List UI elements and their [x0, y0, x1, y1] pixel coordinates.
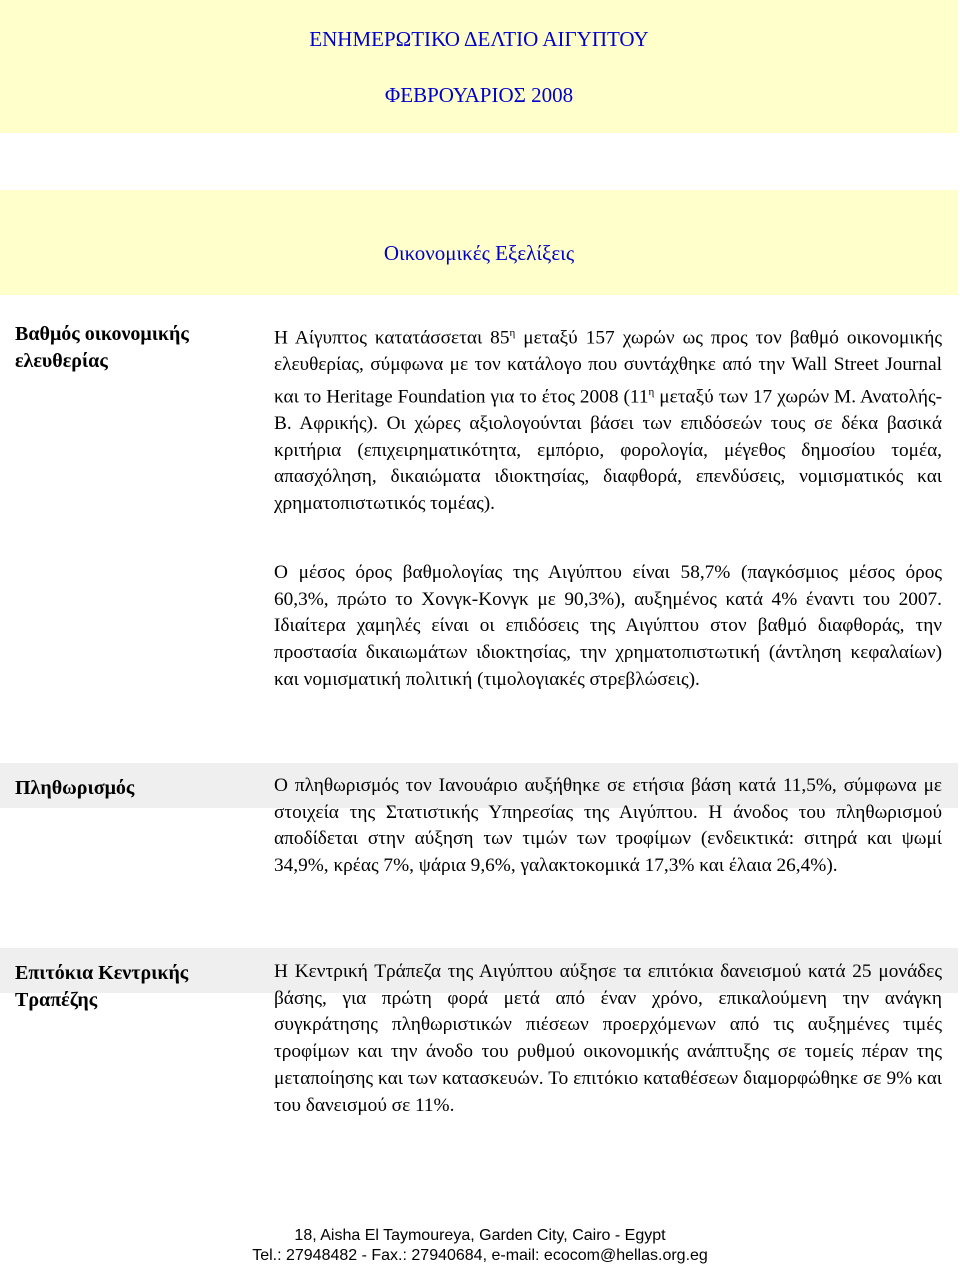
heading-central-bank-rates: Επιτόκια Κεντρικής Τραπέζης [15, 962, 189, 1011]
paragraph-economic-freedom-2: Ο μέσος όρος βαθμολογίας της Αιγύπτου είναι 58,7% (παγκόσμιος μέσος όρος 60,3%, πρώτο το Χονγκ-Κονγκ με 90,3%), αυξημένος κατά 4% έναντι του 2007. Ιδιαίτερα χαμηλές είναι οι επιδόσεις της Αιγύπτου στον βαθμό διαφθοράς, την προστασία δικαιωμάτων ιδιοκτησίας, την χρηματοπιστωτική (άντληση κεφαλαίων) και νομισματική πολιτική (τιμολογιακές στρεβλώσεις). [274, 562, 942, 690]
heading-inflation: Πληθωρισμός [15, 777, 135, 799]
footer-address: 18, Aisha El Taymoureya, Garden City, Cairo - Egypt [294, 1227, 666, 1244]
bulletin-title: ΕΝΗΜΕΡΩΤΙΚΟ ΔΕΛΤΙΟ ΑΙΓΥΠΤΟΥ [309, 27, 649, 51]
paragraph-economic-freedom-1: Η Αίγυπτος κατατάσσεται $85^\eta$ μεταξύ 157 χωρών ως προς τον βαθμό οικονομικής ελευθερίας, σύμφωνα με τον κατάλογο που συντάχθηκε από την Wall Street Journal και το Heritage Foundation για το έτος 2008 ($11^\eta$ μεταξύ των 17 χωρών Μ. Ανατολής-Β. Αφρικής). Οι χώρες αξιολογούνται βάσει των επιδόσεών τους σε δέκα βασικά κριτήρια (επιχειρηματικότητα, εμπόριο, φορολογία, μέγεθος δημοσίου τομέα, απασχόληση, δικαιώματα ιδιοκτησίας, διαφθορά, επενδύσεις, νομισματικός και χρηματοπιστωτικός τομέας). [274, 327, 942, 515]
header-banner [0, 0, 958, 133]
bulletin-date: ΦΕΒΡΟΥΑΡΙΟΣ 2008 [384, 83, 574, 107]
heading-economic-freedom: Βαθμός οικονομικής ελευθερίας [15, 323, 189, 372]
paragraph-inflation: Ο πληθωρισμός τον Ιανουάριο αυξήθηκε σε ετήσια βάση κατά 11,5%, σύμφωνα με στοιχεία της Στατιστικής Υπηρεσίας της Αιγύπτου. Η άνοδος του πληθωρισμού αποδίδεται στην αύξηση των τιμών των τροφίμων (ενδεικτικά: σιτηρά και ψωμί 34,9%, κρέας 7%, ψάρια 9,6%, γαλακτοκομικά 17,3% και έλαια 26,4%). [274, 775, 942, 877]
section-title: Οικονομικές Εξελίξεις [383, 241, 575, 265]
section-banner [0, 190, 958, 295]
footer-contact: Tel.: 27948482 - Fax.: 27940684, e-mail: ecocom@hellas.org.eg [252, 1247, 708, 1264]
paragraph-central-bank-rates: Η Κεντρική Τράπεζα της Αιγύπτου αύξησε τα επιτόκια δανεισμού κατά 25 μονάδες βάσης, για πρώτη φορά μετά από έναν χρόνο, επικαλούμενη την ανάγκη συγκράτησης πληθωριστικών πιέσεων προερχόμενων από τις αυξημένες τιμές τροφίμων και την άνοδο του ρυθμού οικονομικής ανάπτυξης σε τομείς πέραν της μεταποίησης και των κατασκευών. Το επιτόκιο καταθέσεων διαμορφώθηκε σε 9% και του δανεισμού σε 11%. [274, 961, 942, 1116]
